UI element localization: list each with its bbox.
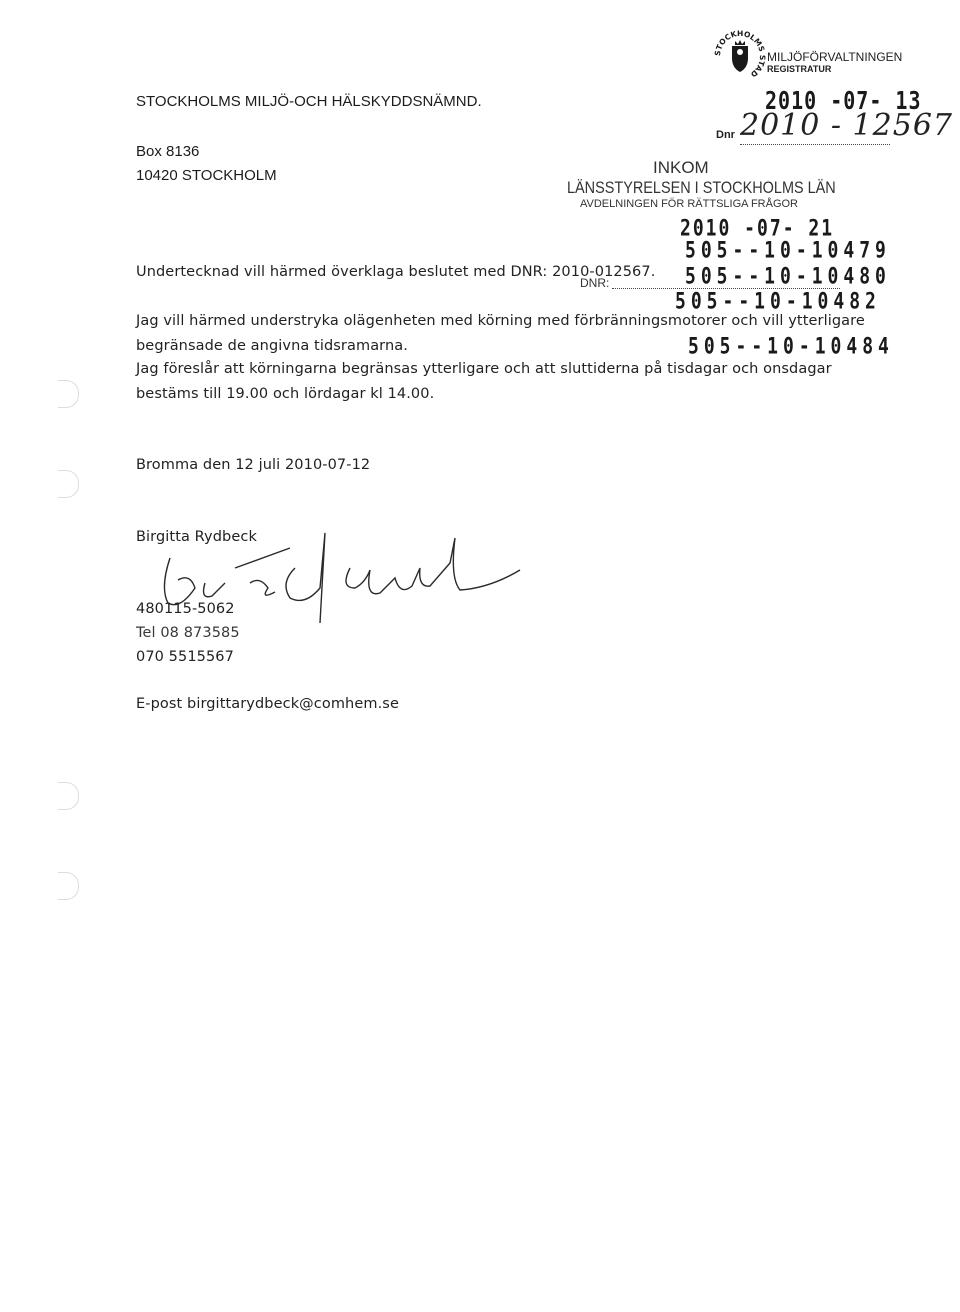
paragraph2-line1: Jag föreslår att körningarna begränsas ytterligare och att sluttiderna på tisdagar och onsdagar	[136, 361, 832, 377]
registry-dnr-line	[740, 144, 890, 145]
punch-hole-mark	[58, 872, 79, 900]
sender-mobile: 070 5515567	[136, 649, 234, 665]
registry-sub: REGISTRATUR	[767, 64, 832, 74]
paragraph1-line2: begränsade de angivna tidsramarna.	[136, 338, 408, 354]
city-seal-icon	[712, 28, 768, 84]
city-seal	[712, 28, 768, 89]
incoming-authority: LÄNSSTYRELSEN I STOCKHOLMS LÄN	[567, 178, 836, 197]
registry-dnr-handwritten: 2010 - 12567	[740, 108, 953, 143]
registry-dnr-label: Dnr	[716, 129, 735, 141]
seal-text: STOCKHOLMS STAD	[712, 28, 768, 79]
case-number-4: 505--10-10484	[688, 333, 894, 360]
registry-date: 2010 -07- 13	[765, 85, 922, 115]
case-number-3: 505--10-10482	[675, 288, 881, 315]
paragraph2-line2: bestäms till 19.00 och lördagar kl 14.00.	[136, 386, 435, 402]
recipient-name: STOCKHOLMS MILJÖ-OCH HÄLSKYDDSNÄMND.	[136, 93, 482, 110]
incoming-date: 2010 -07- 21	[680, 215, 835, 242]
incoming-department: AVDELNINGEN FÖR RÄTTSLIGA FRÅGOR	[580, 198, 798, 210]
recipient-box: Box 8136	[136, 143, 200, 160]
case-number-1: 505--10-10479	[685, 237, 891, 264]
appeal-statement: Undertecknad vill härmed överklaga beslutet med DNR: 2010-012567.	[136, 264, 656, 280]
sender-name: Birgitta Rydbeck	[136, 529, 257, 545]
punch-hole-mark	[58, 470, 79, 498]
signature-icon	[150, 528, 540, 638]
case-number-2: 505--10-10480	[685, 263, 891, 290]
paragraph1-line1: Jag vill härmed understryka olägenheten med körning med förbränningsmotorer och vill ytterligare	[136, 313, 865, 329]
punch-hole-mark	[58, 380, 79, 408]
sender-email: E-post birgittarydbeck@comhem.se	[136, 696, 399, 712]
punch-hole-mark	[58, 782, 79, 810]
incoming-dnr-label: DNR:	[580, 276, 610, 290]
inkom-label: INKOM	[653, 158, 709, 177]
registry-dept: MILJÖFÖRVALTNINGEN	[767, 50, 903, 64]
dateline: Bromma den 12 juli 2010-07-12	[136, 457, 371, 473]
recipient-city: 10420 STOCKHOLM	[136, 167, 277, 184]
sender-tel: Tel 08 873585	[136, 625, 240, 641]
sender-personnummer: 480115-5062	[136, 601, 235, 617]
